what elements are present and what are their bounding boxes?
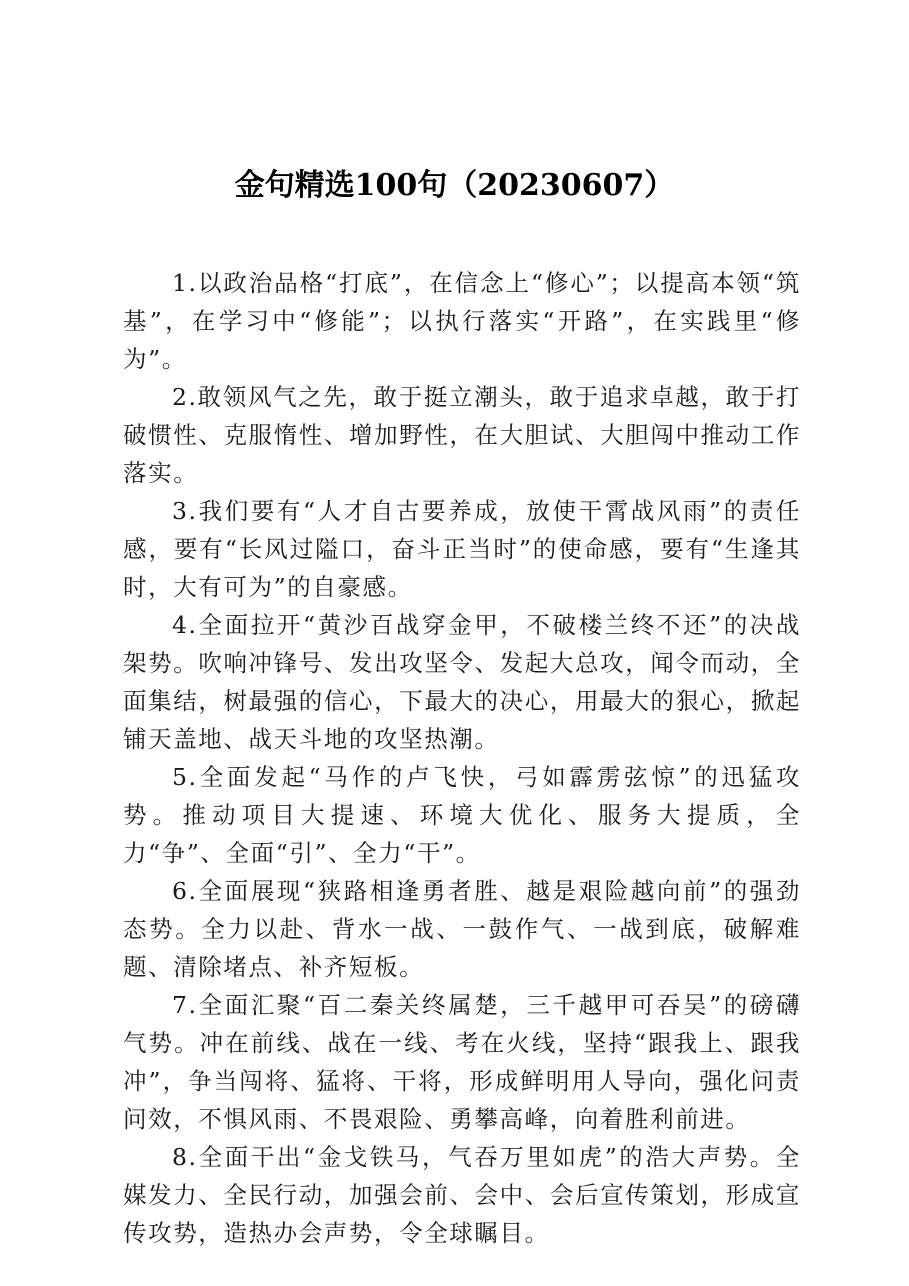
paragraph-3: 3.我们要有“人才自古要养成，放使干霄战风雨”的责任感，要有“长风过隘口，奋斗正当时”的使命感，要有“生逢其时，大有可为”的自豪感。 xyxy=(123,497,801,601)
document-title: 金句精选100句（20230607） xyxy=(234,168,675,203)
paragraph-4: 4.全面拉开“黄沙百战穿金甲，不破楼兰终不还”的决战架势。吹响冲锋号、发出攻坚令、发起大总攻，闻令而动，全面集结，树最强的信心，下最大的决心，用最大的狠心，掀起铺天盖地、战天斗地的攻坚热潮。 xyxy=(123,611,801,753)
paragraph-7: 7.全面汇聚“百二秦关终属楚，三千越甲可吞吴”的磅礴气势。冲在前线、战在一线、考在火线，坚持“跟我上、跟我冲”，争当闯将、猛将、干将，形成鲜明用人导向，强化问责问效，不惧风雨、不畏艰险、勇攀高峰，向着胜利前进。 xyxy=(123,991,801,1133)
paragraph-1: 1.以政治品格“打底”，在信念上“修心”；以提高本领“筑基”，在学习中“修能”；以执行落实“开路”，在实践里“修为”。 xyxy=(123,269,801,373)
document-body xyxy=(123,264,801,1252)
paragraph-2: 2.敢领风气之先，敢于挺立潮头，敢于追求卓越，敢于打破惯性、克服惰性、增加野性，在大胆试、大胆闯中推动工作落实。 xyxy=(123,383,801,487)
paragraph-8: 8.全面干出“金戈铁马，气吞万里如虎”的浩大声势。全媒发力、全民行动，加强会前、会中、会后宣传策划，形成宣传攻势，造热办会声势，令全球瞩目。 xyxy=(123,1143,801,1247)
paragraph-6: 6.全面展现“狭路相逢勇者胜、越是艰险越向前”的强劲态势。全力以赴、背水一战、一鼓作气、一战到底，破解难题、清除堵点、补齐短板。 xyxy=(123,877,801,981)
paragraph-5: 5.全面发起“马作的卢飞快，弓如霹雳弦惊”的迅猛攻势。推动项目大提速、环境大优化、服务大提质，全力“争”、全面“引”、全力“干”。 xyxy=(123,763,801,867)
